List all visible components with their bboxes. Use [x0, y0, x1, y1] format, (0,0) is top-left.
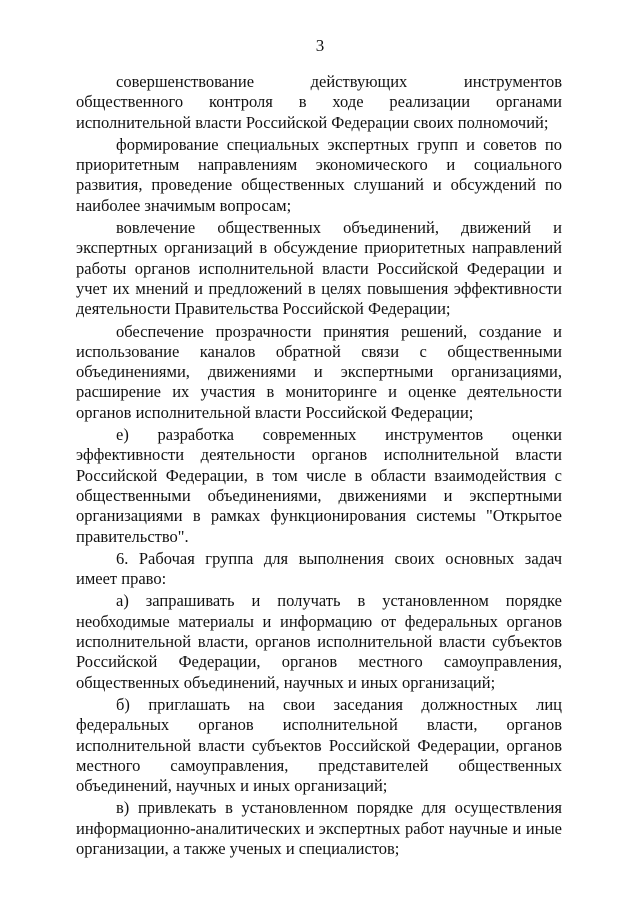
paragraph-item-v: в) привлекать в установленном порядке для осуществления информационно-аналитических и экспертных работ научные и иные организации, а также ученых и специалистов;	[76, 798, 562, 858]
paragraph-item-a: а) запрашивать и получать в установленном порядке необходимые материалы и информацию от федеральных органов исполнительной власти, органов исполнительной власти субъектов Российской Федерации, органов местного самоуправления, общественных объединений, научных и иных организаций;	[76, 591, 562, 692]
paragraph-item-b: б) приглашать на свои заседания должностных лиц федеральных органов исполнительной власти, органов исполнительной власти субъектов Российской Федерации, органов местного самоуправления, представителей общественных объединений, научных и иных организаций;	[76, 694, 562, 796]
page-number: 3	[315, 36, 325, 55]
paragraph-section-6: 6. Рабочая группа для выполнения своих основных задач имеет право:	[76, 548, 562, 589]
paragraph-public-control: совершенствование действующих инструментов общественного контроля в ходе реализации органами исполнительной власти Российской Федерации своих полномочий;	[76, 72, 562, 132]
paragraph-transparency: обеспечение прозрачности принятия решений, создание и использование каналов обратной связи с общественными объединениями, движениями и экспертными организациями, расширение их участия в мониторинге и оценке деятельности органов исполнительной власти Российской Федерации;	[76, 321, 562, 422]
document-body	[76, 72, 562, 861]
paragraph-involvement: вовлечение общественных объединений, движений и экспертных организаций в обсуждение приоритетных направлений работы органов исполнительной власти Российской Федерации и учет их мнений и предложений в целях повышения эффективности деятельности Правительства Российской Федерации;	[76, 218, 562, 319]
paragraph-expert-groups: формирование специальных экспертных групп и советов по приоритетным направлениям экономического и социального развития, проведение общественных слушаний и обсуждений по наиболее значимым вопросам;	[76, 134, 562, 215]
paragraph-item-e: е) разработка современных инструментов оценки эффективности деятельности органов исполнительной власти Российской Федерации, в том числе в области взаимодействия с общественными объединениями, движениями и экспертными организациями в рамках функционирования системы "Открытое правительство".	[76, 425, 562, 546]
